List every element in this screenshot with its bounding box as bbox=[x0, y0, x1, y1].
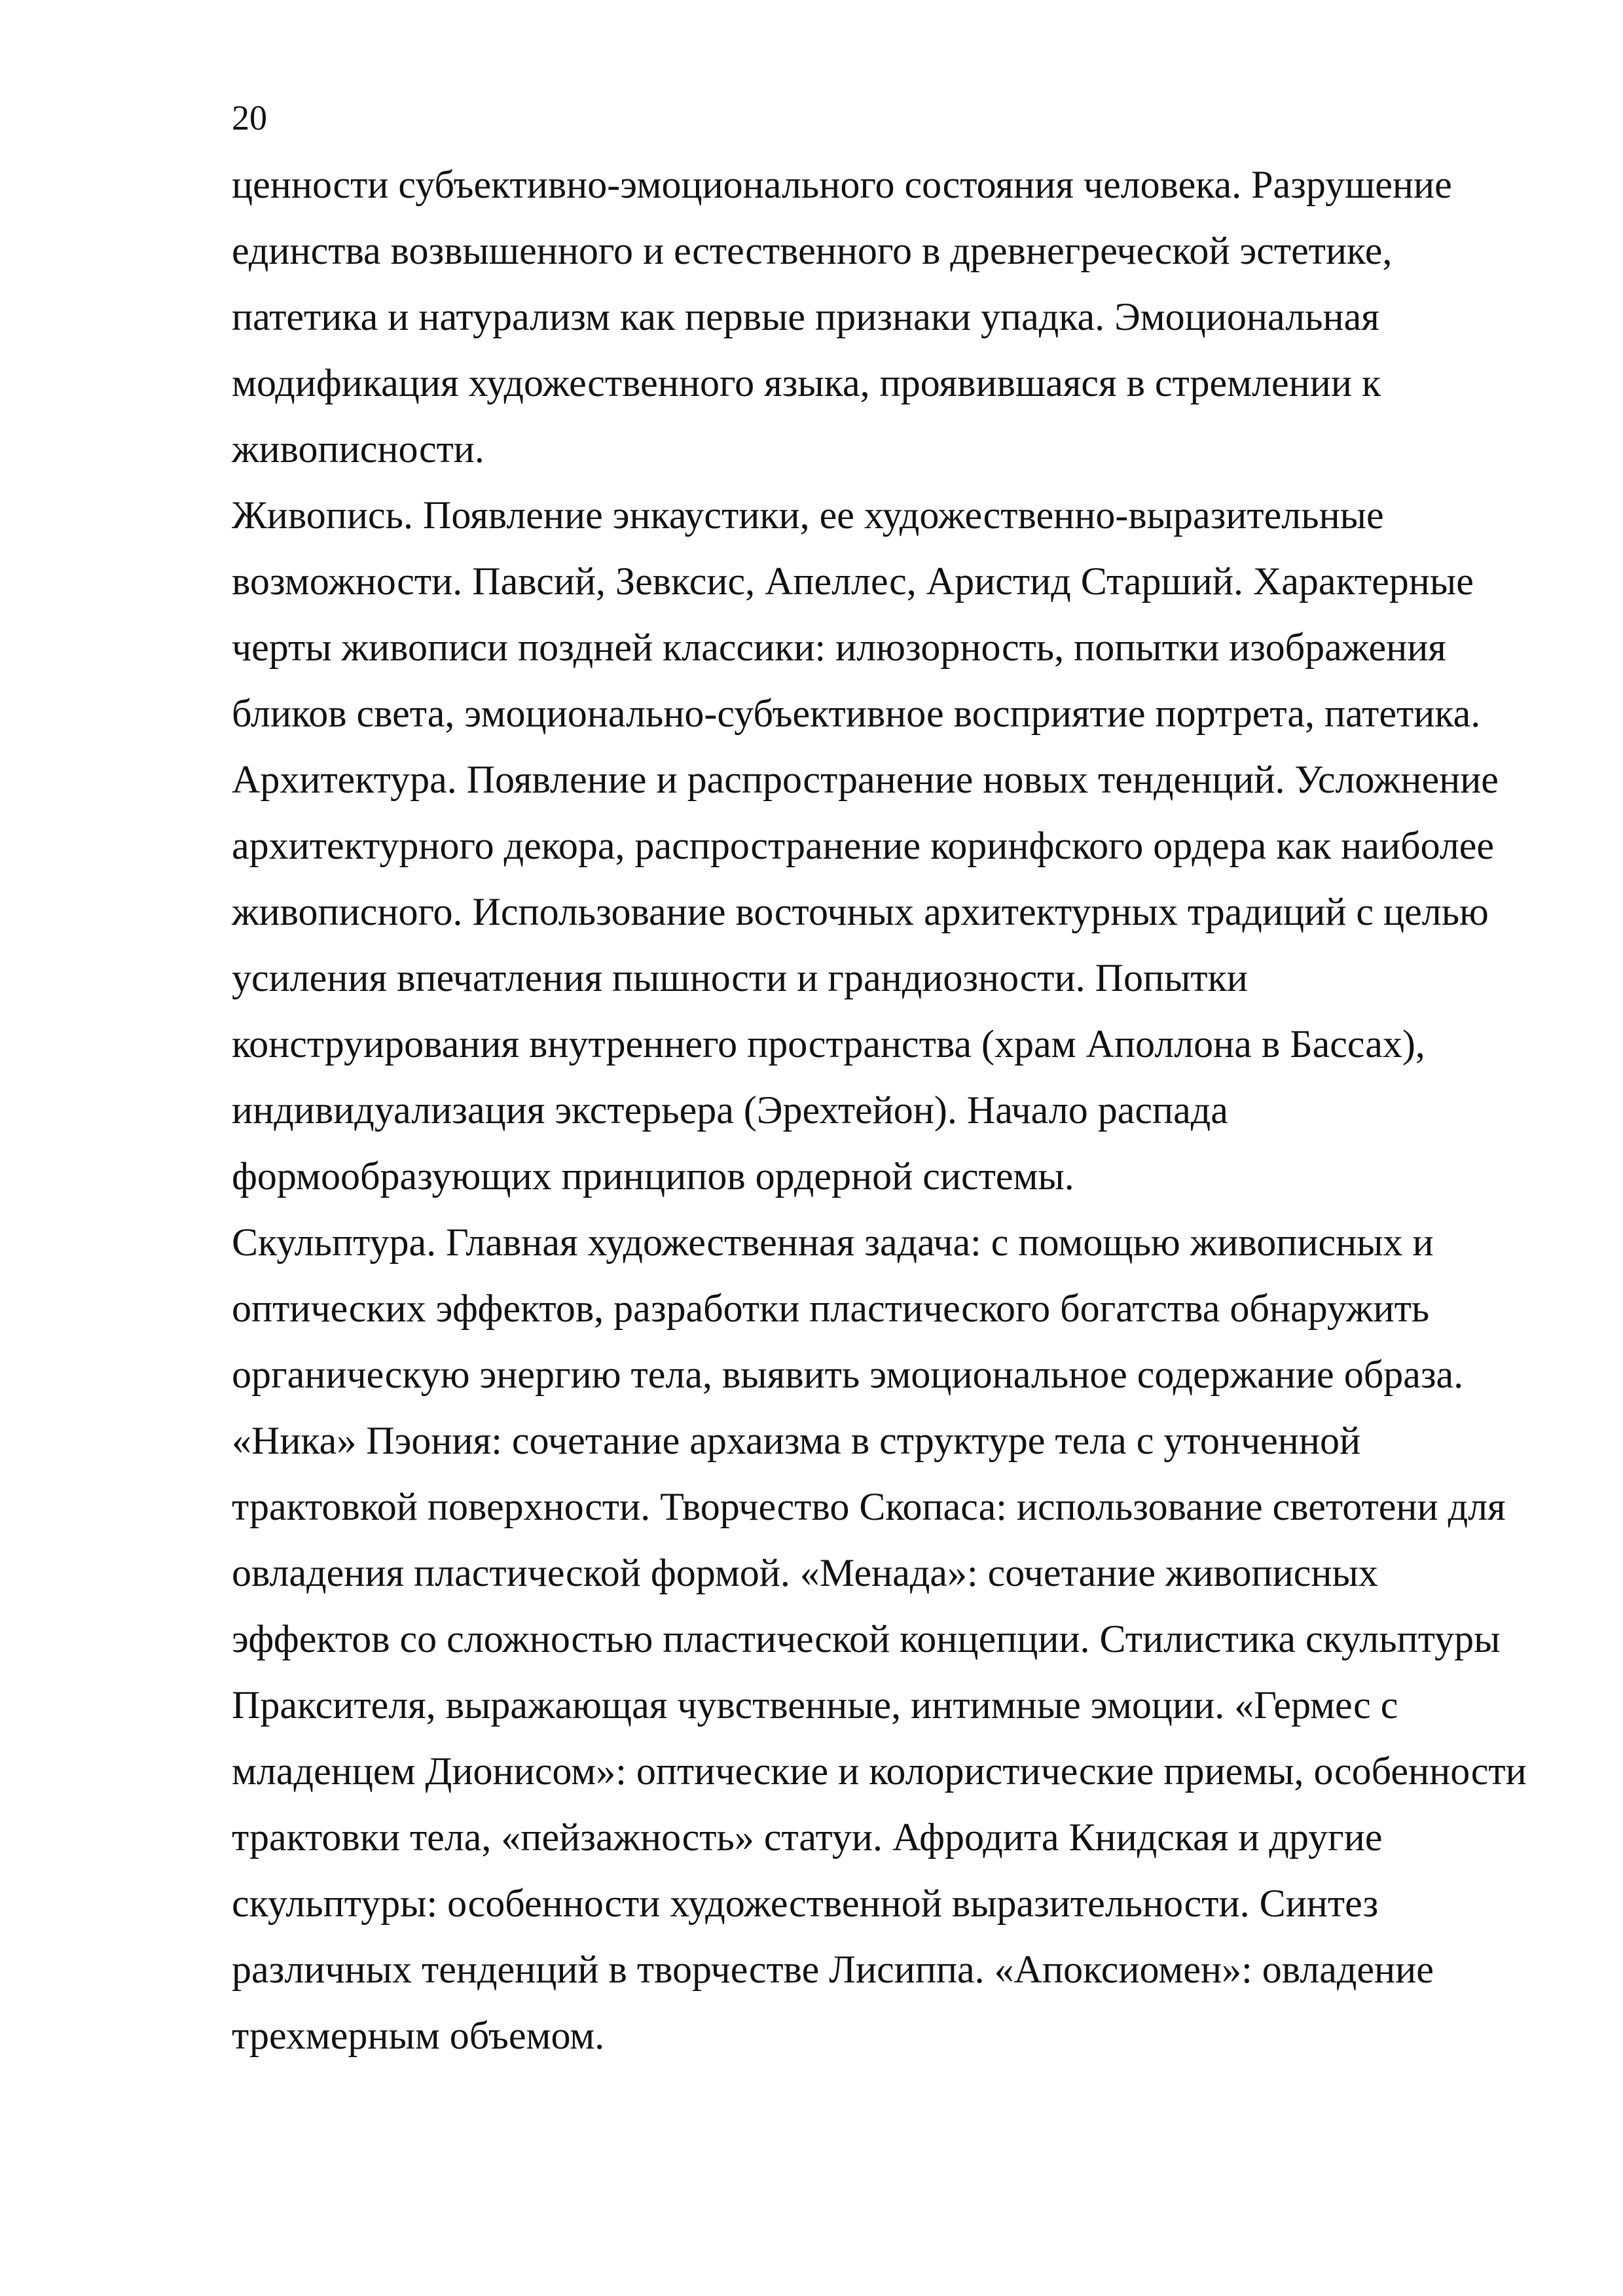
text-line: трактовкой поверхности. Творчество Скопаса: использование светотени для bbox=[232, 1485, 1506, 1528]
text-line: модификация художественного языка, проявившаяся в стремлении к bbox=[232, 361, 1381, 404]
text-line: единства возвышенного и естественного в древнегреческой эстетике, bbox=[232, 229, 1393, 272]
text-line: трактовки тела, «пейзажность» статуи. Афродита Книдская и другие bbox=[232, 1816, 1383, 1859]
text-line: младенцем Дионисом»: оптические и колористические приемы, особенности bbox=[232, 1749, 1527, 1793]
text-line: живописного. Использование восточных архитектурных традиций с целью bbox=[232, 890, 1489, 933]
text-line: возможности. Павсий, Зевксис, Апеллес, Аристид Старший. Характерные bbox=[232, 560, 1474, 603]
text-line: эффектов со сложностью пластической концепции. Стилистика скульптуры bbox=[232, 1617, 1501, 1660]
text-line: живописности. bbox=[232, 427, 484, 471]
text-line: трехмерным объемом. bbox=[232, 2014, 605, 2057]
text-line: Архитектура. Появление и распространение новых тенденций. Усложнение bbox=[232, 758, 1499, 801]
text-line: Скульптура. Главная художественная задача: с помощью живописных и bbox=[232, 1221, 1434, 1264]
text-line: черты живописи поздней классики: илюзорность, попытки изображения bbox=[232, 626, 1446, 669]
text-line: Живопись. Появление энкаустики, ее художественно-выразительные bbox=[232, 493, 1384, 537]
text-line: различных тенденций в творчестве Лисиппа. «Апоксиомен»: овладение bbox=[232, 1948, 1434, 1991]
text-line: патетика и натурализм как первые признаки упадка. Эмоциональная bbox=[232, 295, 1379, 338]
text-line: архитектурного декора, распространение коринфского ордера как наиболее bbox=[232, 824, 1495, 867]
text-line: скульптуры: особенности художественной выразительности. Синтез bbox=[232, 1882, 1379, 1925]
text-line: конструирования внутреннего пространства (храм Аполлона в Бассах), bbox=[232, 1022, 1425, 1066]
text-line: формообразующих принципов ордерной системы. bbox=[232, 1155, 1074, 1198]
text-line: ценности субъективно-эмоционального состояния человека. Разрушение bbox=[232, 163, 1452, 206]
text-line: индивидуализация экстерьера (Эрехтейон). Начало распада bbox=[232, 1088, 1228, 1132]
text-line: органическую энергию тела, выявить эмоциональное содержание образа. bbox=[232, 1353, 1464, 1396]
text-line: бликов света, эмоционально-субъективное восприятие портрета, патетика. bbox=[232, 692, 1481, 735]
body-text bbox=[232, 152, 1527, 2069]
text-line: усиления впечатления пышности и грандиозности. Попытки bbox=[232, 956, 1248, 999]
text-line: Праксителя, выражающая чувственные, интимные эмоции. «Гермес с bbox=[232, 1683, 1398, 1727]
page-number: 20 bbox=[232, 98, 267, 137]
text-line: овладения пластической формой. «Менада»: сочетание живописных bbox=[232, 1551, 1378, 1594]
text-line: «Ника» Пэония: сочетание архаизма в структуре тела с утонченной bbox=[232, 1419, 1361, 1462]
text-line: оптических эффектов, разработки пластического богатства обнаружить bbox=[232, 1287, 1430, 1330]
